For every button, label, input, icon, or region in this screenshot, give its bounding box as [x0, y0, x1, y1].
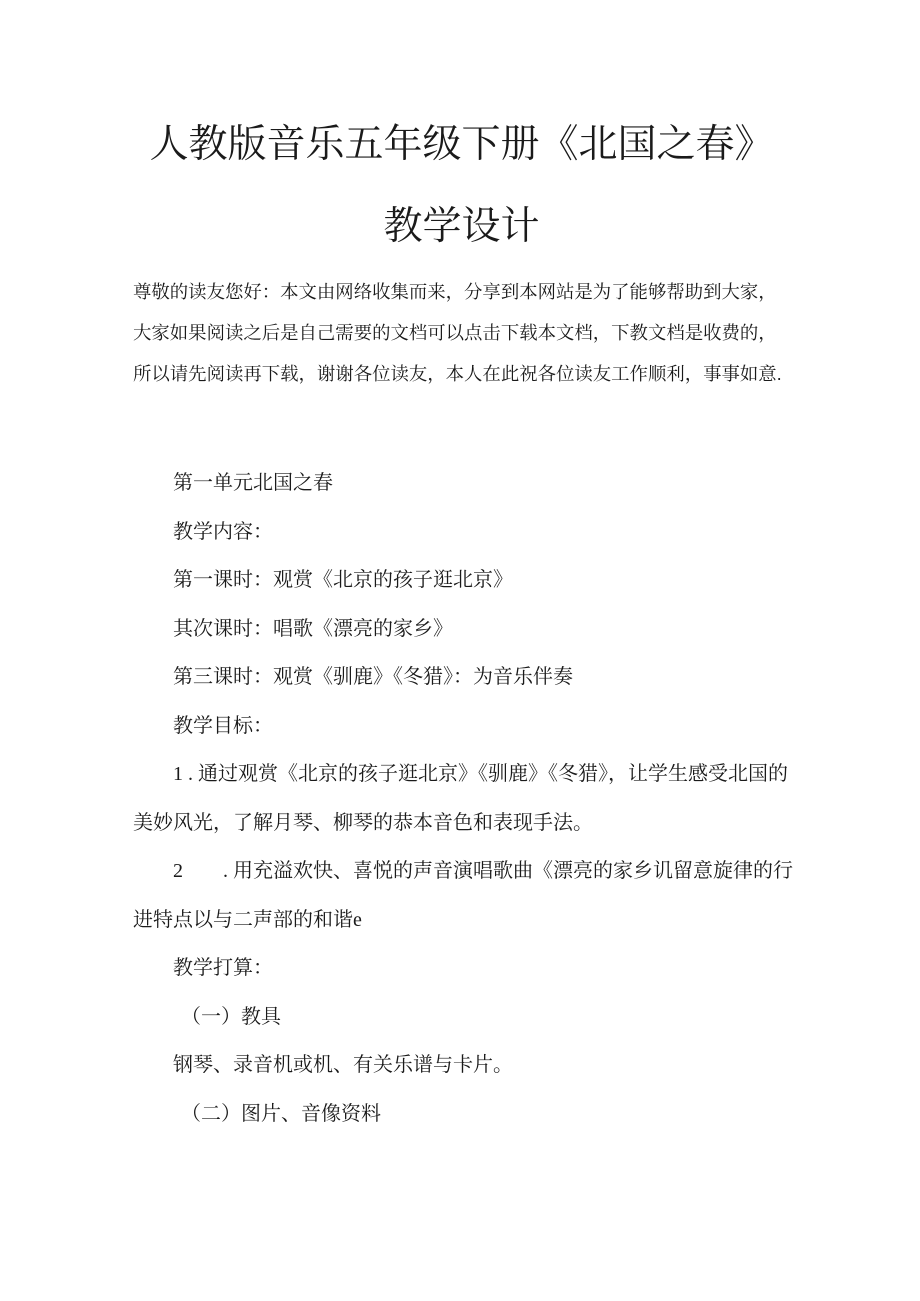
goal-item-1: 1 . 通过观赏《北京的孩子逛北京》《驯鹿》《冬猎》，让学生感受北国的	[173, 763, 788, 785]
prep-item-1-content: 钢琴、录音机或机、有关乐谱与卡片。	[173, 1054, 513, 1076]
lesson-item-3: 第三课时：观赏《驯鹿》《冬猎》：为音乐伴奏	[173, 666, 573, 688]
prep-item-1-heading: （一）教具	[181, 1005, 281, 1028]
teaching-goals-heading: 教学目标：	[173, 714, 273, 737]
unit-title: 第一单元北国之春	[173, 472, 333, 494]
doc-title-line-1: 人教版音乐五年级下册《北国之春》	[149, 123, 774, 166]
teaching-content-heading: 教学内容：	[173, 520, 273, 543]
prep-item-2-heading: （二）图片、音像资料	[181, 1102, 381, 1125]
disclaimer-line: 大家如果阅读之后是自己需要的文档可以点击下载本文档，下教文档是收费的，	[133, 322, 777, 343]
doc-title-line-2: 教学设计	[383, 205, 540, 248]
document-body	[133, 459, 813, 1138]
disclaimer-line: 尊敬的读友您好：本文由网络收集而来，分享到本网站是为了能够帮助到大家，	[133, 281, 777, 302]
goal-item-2: 2 . 用充溢欢快、喜悦的声音演唱歌曲《漂亮的家乡讥留意旋律的行	[173, 860, 793, 882]
teaching-prep-heading: 教学打算：	[173, 957, 273, 979]
lesson-item-2: 其次课时：唱歌《漂亮的家乡》	[173, 617, 453, 640]
disclaimer-line: 所以请先阅读再下载，谢谢各位读友，本人在此祝各位读友工作顺利，事事如意.	[133, 363, 782, 384]
goal-item-2-continuation: 进特点以与二声部的和谐e	[133, 908, 362, 931]
doc-title	[133, 104, 790, 268]
disclaimer-paragraph	[133, 271, 813, 394]
goal-item-1-continuation: 美妙风光，了解月琴、柳琴的恭本音色和表现手法。	[133, 811, 593, 834]
lesson-item-1: 第一课时：观赏《北京的孩子逛北京》	[173, 569, 513, 591]
